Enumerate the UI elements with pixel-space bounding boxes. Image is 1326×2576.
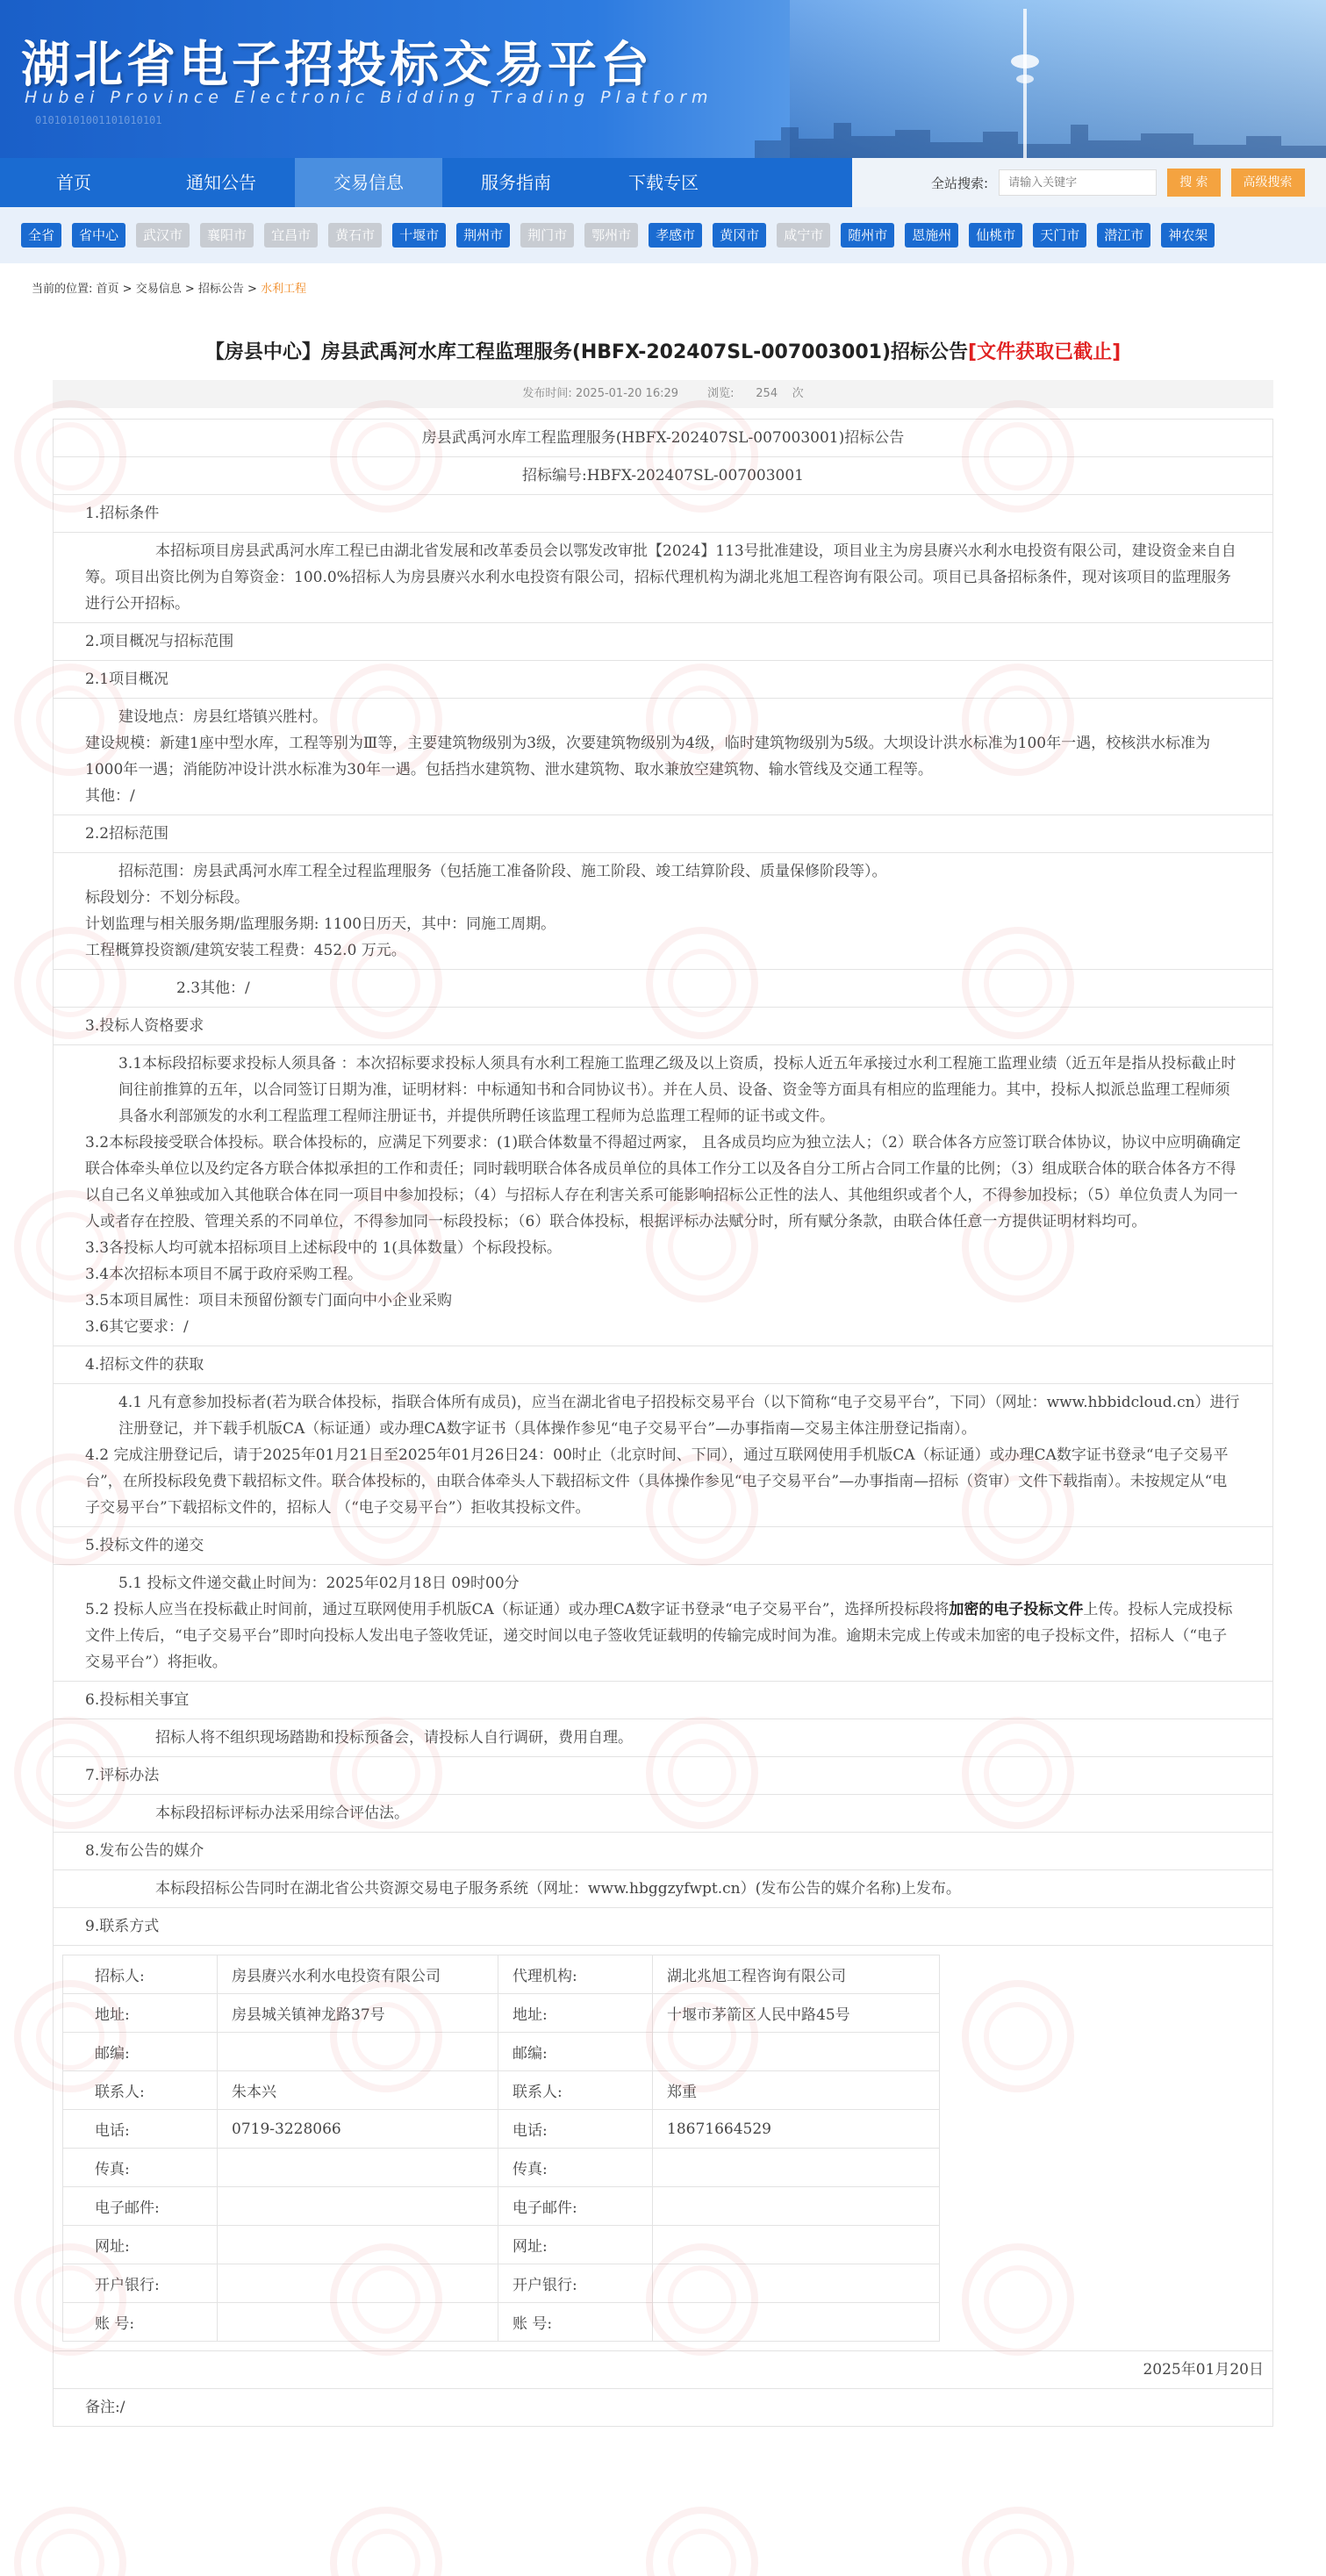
notice-date: 2025年01月20日	[54, 2351, 1272, 2389]
contact-row	[63, 2149, 940, 2187]
contact-label: 开户银行:	[63, 2264, 218, 2303]
breadcrumb-home[interactable]: 首页	[96, 283, 119, 296]
section-heading: 2.1项目概况	[54, 661, 1272, 699]
region-tag[interactable]: 鄂州市	[584, 223, 638, 248]
contact-label: 电话:	[63, 2110, 218, 2149]
region-tag[interactable]: 荆门市	[520, 223, 574, 248]
site-subtitle: Hubei Province Electronic Bidding Trading Platform	[25, 88, 713, 107]
section-heading: 1.招标条件	[54, 495, 1272, 533]
region-tag[interactable]: 武汉市	[136, 223, 190, 248]
bid-number: 招标编号:HBFX-202407SL-007003001	[54, 457, 1272, 495]
contact-label: 联系人:	[498, 2071, 653, 2110]
watermark-emblem	[18, 2510, 123, 2576]
contact-value: 十堰市茅箭区人民中路45号	[653, 1994, 940, 2033]
breadcrumb-prefix: 当前的位置:	[32, 283, 93, 296]
contact-value: 0719-3228066	[218, 2110, 498, 2149]
contact-label: 联系人:	[63, 2071, 218, 2110]
breadcrumb-trade-info[interactable]: 交易信息	[135, 283, 182, 296]
notice-remark: 备注:/	[85, 2399, 125, 2416]
contact-value: 湖北兆旭工程咨询有限公司	[653, 1955, 940, 1994]
contact-value	[653, 2264, 940, 2303]
watermark-emblem	[649, 2510, 755, 2576]
contact-value	[653, 2033, 940, 2071]
region-filter	[0, 207, 1326, 263]
section-heading: 8.发布公告的媒介	[54, 1833, 1272, 1870]
region-tag[interactable]: 黄冈市	[713, 223, 766, 248]
publish-time: 2025-01-20 16:29	[575, 387, 679, 400]
contact-label: 传真:	[498, 2149, 653, 2187]
region-tag[interactable]: 孝感市	[649, 223, 702, 248]
advanced-search-button[interactable]: 高级搜索	[1231, 169, 1305, 197]
paragraph: 3.1本标段招标要求投标人须具备 ：本次招标要求投标人须具有水利工程施工监理乙级及以上资质，投标人近五年承接过水利工程施工监理业绩（近五年是指从投标截止时间往前推算的五年，以合同签订日期为准，证明材料：中标通知书和合同协议书）。并在人员、设备、资金等方面具有相应的监理能力。其中，投标人拟派总监理工程师须具备水利部颁发的水利工程监理工程师注册证书，并提供所聘任该监理工程师为总监理工程师的证书或文件。 3.2本标段接受联合体投标。联合体投标的，应满足下列要求：(1)联合体数量不得超过两家， 且各成员均应为独立法人；（2）联合体各方应签订联合体协议，协议中应明确确定联合体牵头单位以及约定各方联合体拟承担的工作和责任；同时载明联合体各成员单位的具体工作分工以及各自分工所占合同工作量的比例；（3）组成联合体的联合体各方不得以自己名义单独或加入其他联合体在同一项目中参加投标；（4）与招标人存在利害关系可能影响招标公正性的法人、其他组织或者个人，不得参加投标；（5）单位负责人为同一人或者存在控股、管理关系的不同单位，不得参加同一标段投标；（6）联合体投标，根据评标办法赋分时，所有赋分条款，由联合体任意一方提供证明材料均可。 3.3各投标人均可就本招标项目上述标段中的 1(具体数量）个标段投标。 3.4本次招标本项目不属于政府采购工程。 3.5本项目属性：项目未预留份额专门面向中小企业采购 3.6其它要求：/	[54, 1045, 1272, 1346]
contact-value	[653, 2226, 940, 2264]
region-tag[interactable]: 全省	[21, 223, 61, 248]
contact-value: 郑重	[653, 2071, 940, 2110]
contact-label: 电子邮件:	[498, 2187, 653, 2226]
contact-value	[218, 2264, 498, 2303]
region-tag[interactable]: 省中心	[72, 223, 125, 248]
region-tag[interactable]: 潜江市	[1097, 223, 1150, 248]
contact-label: 地址:	[498, 1994, 653, 2033]
contact-label: 开户银行:	[498, 2264, 653, 2303]
contact-row	[63, 2071, 940, 2110]
site-search	[852, 158, 1326, 207]
section-heading: 3.投标人资格要求	[54, 1008, 1272, 1045]
region-tag[interactable]: 神农架	[1161, 223, 1215, 248]
search-input[interactable]	[999, 169, 1157, 196]
nav-item-service-guide[interactable]: 服务指南	[481, 172, 551, 193]
nav-item-downloads[interactable]: 下载专区	[628, 172, 699, 193]
paragraph: 本招标项目房县武禹河水库工程已由湖北省发展和改革委员会以鄂发改审批【2024】113号批准建设，项目业主为房县赓兴水利水电投资有限公司，建设资金来自自筹。项目出资比例为自筹资金：100.0%招标人为房县赓兴水利水电投资有限公司，招标代理机构为湖北兆旭工程咨询有限公司。项目已具备招标条件，现对该项目的监理服务进行公开招标。	[54, 533, 1272, 623]
contact-label: 网址:	[498, 2226, 653, 2264]
contact-table	[62, 1955, 940, 2342]
region-tag[interactable]: 襄阳市	[200, 223, 254, 248]
section-heading: 2.项目概况与招标范围	[54, 623, 1272, 661]
paragraph: 本标段招标公告同时在湖北省公共资源交易电子服务系统（网址：www.hbggzyfwpt.cn）(发布公告的媒介名称)上发布。	[54, 1870, 1272, 1908]
breadcrumb-current[interactable]: 水利工程	[261, 283, 307, 296]
contact-label: 账 号:	[498, 2303, 653, 2342]
tv-tower-image	[1009, 9, 1041, 158]
region-tag[interactable]: 天门市	[1033, 223, 1086, 248]
header-banner	[0, 0, 1326, 158]
article-meta	[53, 380, 1273, 408]
contact-row	[63, 2033, 940, 2071]
contact-value	[218, 2303, 498, 2342]
contact-label: 网址:	[63, 2226, 218, 2264]
region-tag[interactable]: 黄石市	[328, 223, 382, 248]
contact-value	[218, 2149, 498, 2187]
region-tag[interactable]: 宜昌市	[264, 223, 318, 248]
contact-row	[63, 1955, 940, 1994]
nav-item-trade-info[interactable]: 交易信息	[295, 158, 442, 207]
region-tag[interactable]: 咸宁市	[777, 223, 830, 248]
contact-row	[63, 1994, 940, 2033]
contact-value	[653, 2149, 940, 2187]
article-status: [文件获取已截止]	[968, 341, 1122, 363]
contact-label: 邮编:	[63, 2033, 218, 2071]
region-tag[interactable]: 十堰市	[392, 223, 446, 248]
region-tag[interactable]: 随州市	[841, 223, 894, 248]
contact-value: 18671664529	[653, 2110, 940, 2149]
banner-binary-decoration: 01010101001101010101	[35, 114, 162, 126]
contact-row	[63, 2264, 940, 2303]
breadcrumb-bid-notice[interactable]: 招标公告	[197, 283, 244, 296]
paragraph: 建设地点：房县红塔镇兴胜村。 建设规模：新建1座中型水库，工程等别为Ⅲ等，主要建筑物级别为3级，次要建筑物级别为4级，临时建筑物级别为5级。大坝设计洪水标准为100年一遇，校核洪水标准为1000年一遇；消能防冲设计洪水标准为30年一遇。包括挡水建筑物、泄水建筑物、取水兼放空建筑物、输水管线及交通工程等。 其他：/	[54, 699, 1272, 815]
contact-label: 电话:	[498, 2110, 653, 2149]
nav-item-notices[interactable]: 通知公告	[186, 172, 256, 193]
views-unit: 次	[792, 387, 804, 400]
contact-label: 传真:	[63, 2149, 218, 2187]
contact-label: 邮编:	[498, 2033, 653, 2071]
contact-label: 招标人:	[63, 1955, 218, 1994]
paragraph: 5.1 投标文件递交截止时间为：2025年02月18日 09时00分 5.2 投标人应当在投标截止时间前，通过互联网使用手机版CA（标证通）或办理CA数字证书登录“电子交易平台”，选择所投标段将加密的电子投标文件上传。投标人完成投标文件上传后，“电子交易平台”即时向投标人发出电子签收凭证，递交时间以电子签收凭证载明的传输完成时间为准。逾期未完成上传或未加密的电子投标文件，招标人（“电子交易平台”）将拒收。	[54, 1565, 1272, 1682]
views-label: 浏览:	[707, 387, 735, 400]
watermark-emblem	[965, 2510, 1071, 2576]
section-heading: 7.评标办法	[54, 1757, 1272, 1795]
article-title	[0, 337, 1326, 364]
region-tag[interactable]: 仙桃市	[969, 223, 1022, 248]
section-heading: 2.2招标范围	[54, 815, 1272, 853]
nav-item-home[interactable]: 首页	[56, 172, 91, 193]
contact-row	[63, 2187, 940, 2226]
contact-value	[218, 2187, 498, 2226]
contact-value: 房县赓兴水利水电投资有限公司	[218, 1955, 498, 1994]
contact-row	[63, 2226, 940, 2264]
search-button[interactable]: 搜 索	[1167, 169, 1220, 197]
section-heading: 6.投标相关事宜	[54, 1682, 1272, 1719]
contact-row	[63, 2110, 940, 2149]
section-heading: 2.3其他：/	[54, 970, 1272, 1008]
region-tag[interactable]: 恩施州	[905, 223, 958, 248]
paragraph: 本标段招标评标办法采用综合评估法。	[54, 1795, 1272, 1833]
doc-title: 房县武禹河水库工程监理服务(HBFX-202407SL-007003001)招标公告	[54, 420, 1272, 457]
paragraph: 招标范围：房县武禹河水库工程全过程监理服务（包括施工准备阶段、施工阶段、竣工结算阶段、质量保修阶段等）。 标段划分：不划分标段。 计划监理与相关服务期/监理服务期: 1100日历天，其中：同施工周期。 工程概算投资额/建筑安装工程费：452.0 万元。	[54, 853, 1272, 970]
contact-value	[653, 2187, 940, 2226]
contact-row	[63, 2303, 940, 2342]
watermark-emblem	[333, 2510, 439, 2576]
article-title-text: 【房县中心】房县武禹河水库工程监理服务(HBFX-202407SL-007003001)招标公告	[204, 341, 969, 363]
breadcrumb: 当前的位置: 首页 > 交易信息 > 招标公告 > 水利工程	[32, 283, 307, 296]
contact-value	[653, 2303, 940, 2342]
publish-label: 发布时间:	[522, 387, 572, 400]
contact-label: 账 号:	[63, 2303, 218, 2342]
views-count: 254	[756, 387, 778, 400]
main-nav	[0, 158, 1326, 207]
article-content	[53, 419, 1273, 2427]
search-label: 全站搜索:	[931, 175, 989, 191]
section-heading: 5.投标文件的递交	[54, 1527, 1272, 1565]
contact-value: 朱本兴	[218, 2071, 498, 2110]
contact-label: 电子邮件:	[63, 2187, 218, 2226]
paragraph: 招标人将不组织现场踏勘和投标预备会，请投标人自行调研，费用自理。	[54, 1719, 1272, 1757]
contact-value	[218, 2226, 498, 2264]
contact-value	[218, 2033, 498, 2071]
section-heading: 4.招标文件的获取	[54, 1346, 1272, 1384]
contact-value: 房县城关镇神龙路37号	[218, 1994, 498, 2033]
contact-label: 代理机构:	[498, 1955, 653, 1994]
site-title: 湖北省电子招投标交易平台	[21, 36, 653, 94]
region-tag[interactable]: 荆州市	[456, 223, 510, 248]
paragraph: 4.1 凡有意参加投标者(若为联合体投标，指联合体所有成员)，应当在湖北省电子招投标交易平台（以下简称“电子交易平台”，下同）（网址：www.hbbidcloud.cn）进行注册登记，并下载手机版CA（标证通）或办理CA数字证书（具体操作参见“电子交易平台”—办事指南—交易主体注册登记指南）。 4.2 完成注册登记后，请于2025年01月21日至2025年01月26日24：00时止（北京时间、下同），通过互联网使用手机版CA（标证通）或办理CA数字证书登录“电子交易平台”，在所投标段免费下载招标文件。联合体投标的，由联合体牵头人下载招标文件（具体操作参见“电子交易平台”—办事指南—招标（资审）文件下载指南）。未按规定从“电子交易平台”下载招标文件的，招标人 （“电子交易平台”）拒收其投标文件。	[54, 1384, 1272, 1527]
section-heading: 9.联系方式	[54, 1908, 1272, 1946]
contact-label: 地址:	[63, 1994, 218, 2033]
